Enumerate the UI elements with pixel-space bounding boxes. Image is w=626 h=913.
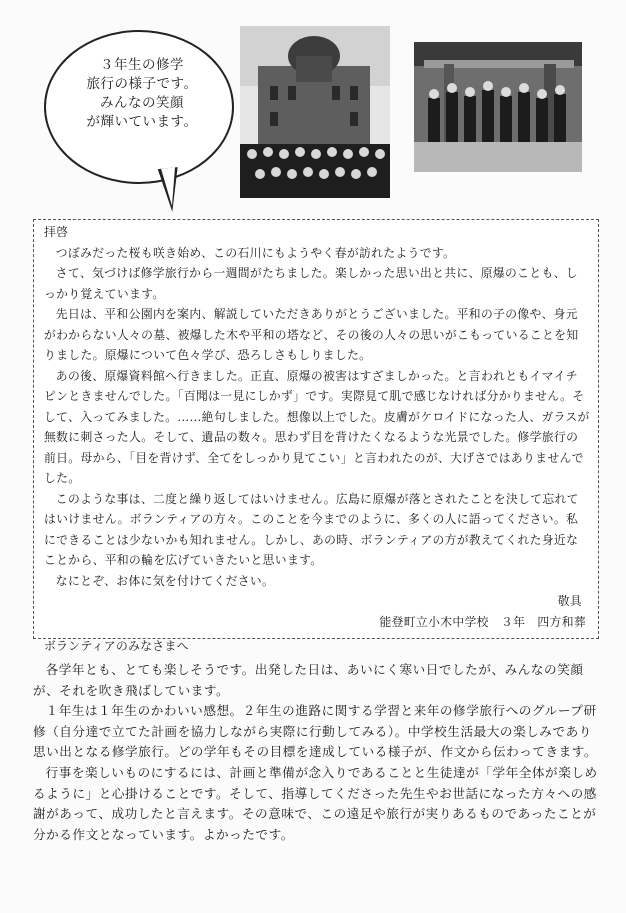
letter-paragraph: あの後、原爆資料館へ行きました。正直、原爆の被害はすざましかった。と言われともイマイチピンときませんでした。「百聞は一見にしかず」です。実際見て肌で感じなければ分かりません。そして、入ってみました。……絶句しました。想像以上でした。皮膚がケロイドになった人、ガラスが無数に刺さった人。そして、遺品の数々。思わず目を背けたくなるような光景でした。修学旅行の前日。母から、「目を背けず、全てをしっかり見てこい」と言われたのが、大げさではありませんでした。	[44, 368, 590, 485]
photo-icon	[414, 42, 582, 172]
photo-icon	[240, 26, 390, 198]
letter-greeting: 拝啓	[44, 225, 69, 239]
bubble-caption-line: 旅行の様子です。	[86, 76, 198, 92]
commentary-paragraph: 各学年とも、とても楽しそうです。出発した日は、あいにく寒い日でしたが、みんなの笑顔が、それを吹き飛ばしています。	[33, 662, 584, 698]
letter-paragraph: なにとぞ、お体に気を付けてください。	[55, 573, 275, 588]
letter-addressee: ボランティアのみなさまへ	[44, 639, 189, 653]
commentary-paragraph: 行事を楽しいものにするには、計画と準備が念入りであることと生徒達が「学年全体が楽しめるように」と心掛けることです。そして、指導してくださった先生やお世話になった方々への感謝があって、成功したと言えます。その意味で、この遠足や旅行が実りあるものであったことが分かる作文となっています。よかったです。	[33, 764, 598, 842]
letter-signature: 能登町立小木中学校 ３年 四方和葬	[379, 614, 586, 629]
letter-paragraph: 先日は、平和公園内を案内、解説していただきありがとうございました。平和の子の像や、身元がわからない人々の墓、被爆した木や平和の塔など、その後の人々の思いがこもっていることを知りました。原爆について色々学び、恐ろしさもしりました。	[44, 307, 579, 362]
teacher-commentary	[33, 660, 599, 845]
photo-temple-group	[414, 42, 582, 172]
letter-closing: 敬具	[557, 594, 582, 608]
letter-paragraph: つぼみだった桜も咲き始め、この石川にもようやく春が訪れたようです。	[55, 245, 456, 260]
bubble-caption-line: が輝いています。	[86, 114, 198, 130]
letter-paragraph: このような事は、二度と繰り返してはいけません。広島に原爆が落とされたことを決して忘れてはいけません。ボランティアの方々。このことを今までのように、多くの人に語ってください。私にできることは少ないかも知れません。しかし、あの時、ボランティアの方が教えてくれた身近なことから、平和の輪を広げていきたいと思います。	[44, 491, 579, 567]
thank-you-letter	[44, 222, 590, 657]
bubble-caption-line: みんなの笑顔	[100, 95, 184, 111]
commentary-paragraph: １年生は１年生のかわいい感想。２年生の進路に関する学習と来年の修学旅行へのグループ研修（自分達で立てた計画を協力しながら実際に行動してみる）。中学校生活最大の楽しみであり思い出となる修学旅行。どの学年もその目標を達成している様子が、作文から伝わってきます。	[33, 703, 598, 760]
bubble-caption	[62, 56, 222, 132]
photo-atomic-dome	[240, 26, 390, 198]
bubble-caption-line: ３年生の修学	[100, 57, 184, 73]
letter-paragraph: さて、気づけば修学旅行から一週間がたちました。楽しかった思い出と共に、原爆のことも、しっかり覚えています。	[44, 266, 578, 301]
